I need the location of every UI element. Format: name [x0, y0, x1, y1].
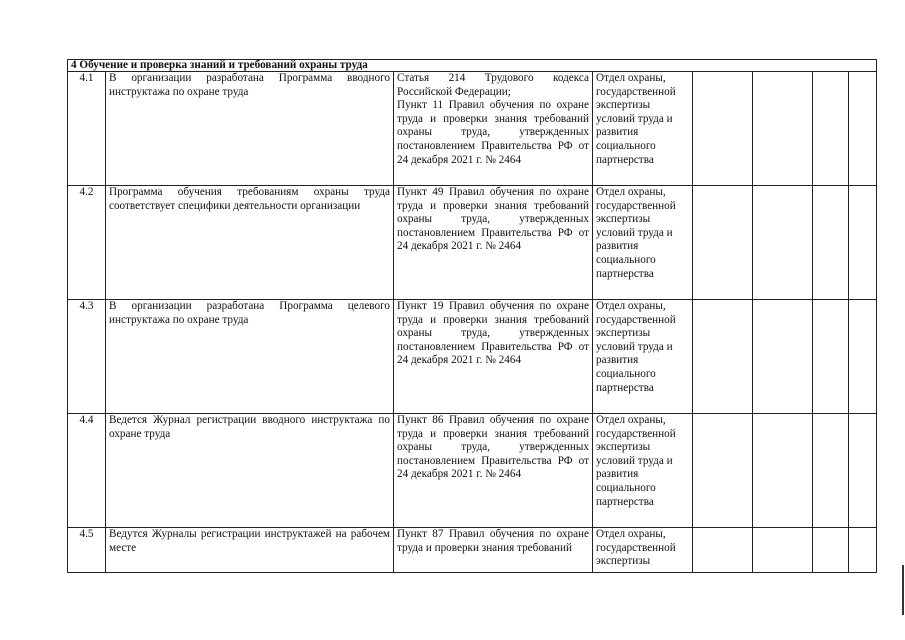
answer-no-cell — [753, 300, 813, 414]
answer-yes-cell — [693, 72, 753, 186]
legal-reference — [394, 528, 593, 573]
notes-cell — [849, 528, 877, 573]
requirement-text: В организации разработана Программа вводного инструктажа по охране труда — [106, 72, 394, 186]
answer-yes-cell — [693, 528, 753, 573]
row-number: 4.5 — [68, 528, 106, 573]
responsible-department: Отдел охраны, государственной экспертизы — [593, 528, 693, 573]
responsible-department: Отдел охраны, государственной экспертизы условий труда и развития социального партнерства — [593, 72, 693, 186]
notes-cell — [849, 414, 877, 528]
answer-no-cell — [753, 414, 813, 528]
answer-na-cell — [813, 300, 849, 414]
legal-reference — [394, 72, 593, 186]
reference-line: Пункт 86 Правил обучения по охране труда и проверки знания требований охраны труда, утвержденных постановлением Правительства РФ от 24 декабря 2021 г. № 2464 — [397, 414, 589, 481]
table-row — [68, 300, 877, 414]
responsible-department: Отдел охраны, государственной экспертизы условий труда и развития социального партнерства — [593, 414, 693, 528]
scan-edge-mark — [902, 565, 904, 615]
requirement-text: В организации разработана Программа целевого инструктажа по охране труда — [106, 300, 394, 414]
table-row — [68, 186, 877, 300]
answer-no-cell — [753, 528, 813, 573]
answer-no-cell — [753, 72, 813, 186]
table-row — [68, 528, 877, 573]
answer-yes-cell — [693, 186, 753, 300]
reference-line: Пункт 87 Правил обучения по охране труда и проверки знания требований — [397, 528, 589, 554]
row-number: 4.4 — [68, 414, 106, 528]
legal-reference — [394, 414, 593, 528]
answer-yes-cell — [693, 414, 753, 528]
responsible-department: Отдел охраны, государственной экспертизы условий труда и развития социального партнерства — [593, 300, 693, 414]
reference-line: Пункт 49 Правил обучения по охране труда и проверки знания требований охраны труда, утвержденных постановлением Правительства РФ от 24 декабря 2021 г. № 2464 — [397, 186, 589, 253]
answer-na-cell — [813, 186, 849, 300]
requirement-text: Ведутся Журналы регистрации инструктажей на рабочем месте — [106, 528, 394, 573]
answer-no-cell — [753, 186, 813, 300]
answer-na-cell — [813, 414, 849, 528]
legal-reference — [394, 186, 593, 300]
row-number: 4.3 — [68, 300, 106, 414]
section-title: 4 Обучение и проверка знаний и требований охраны труда — [68, 60, 877, 72]
reference-line: Пункт 19 Правил обучения по охране труда и проверки знания требований охраны труда, утвержденных постановлением Правительства РФ от 24 декабря 2021 г. № 2464 — [397, 300, 589, 367]
answer-na-cell — [813, 528, 849, 573]
notes-cell — [849, 186, 877, 300]
section-header-row — [68, 60, 877, 72]
requirement-text: Ведется Журнал регистрации вводного инструктажа по охране труда — [106, 414, 394, 528]
responsible-department: Отдел охраны, государственной экспертизы условий труда и развития социального партнерства — [593, 186, 693, 300]
row-number: 4.1 — [68, 72, 106, 186]
answer-yes-cell — [693, 300, 753, 414]
checklist-table — [67, 59, 877, 573]
table-row — [68, 414, 877, 528]
legal-reference — [394, 300, 593, 414]
reference-line: Пункт 11 Правил обучения по охране труда и проверки знания требований охраны труда, утвержденных постановлением Правительства РФ от 24 декабря 2021 г. № 2464 — [397, 99, 589, 166]
notes-cell — [849, 300, 877, 414]
reference-line: Статья 214 Трудового кодекса Российской Федерации; — [397, 72, 589, 98]
answer-na-cell — [813, 72, 849, 186]
notes-cell — [849, 72, 877, 186]
requirement-text: Программа обучения требованиям охраны труда соответствует специфики деятельности организации — [106, 186, 394, 300]
table-row — [68, 72, 877, 186]
row-number: 4.2 — [68, 186, 106, 300]
